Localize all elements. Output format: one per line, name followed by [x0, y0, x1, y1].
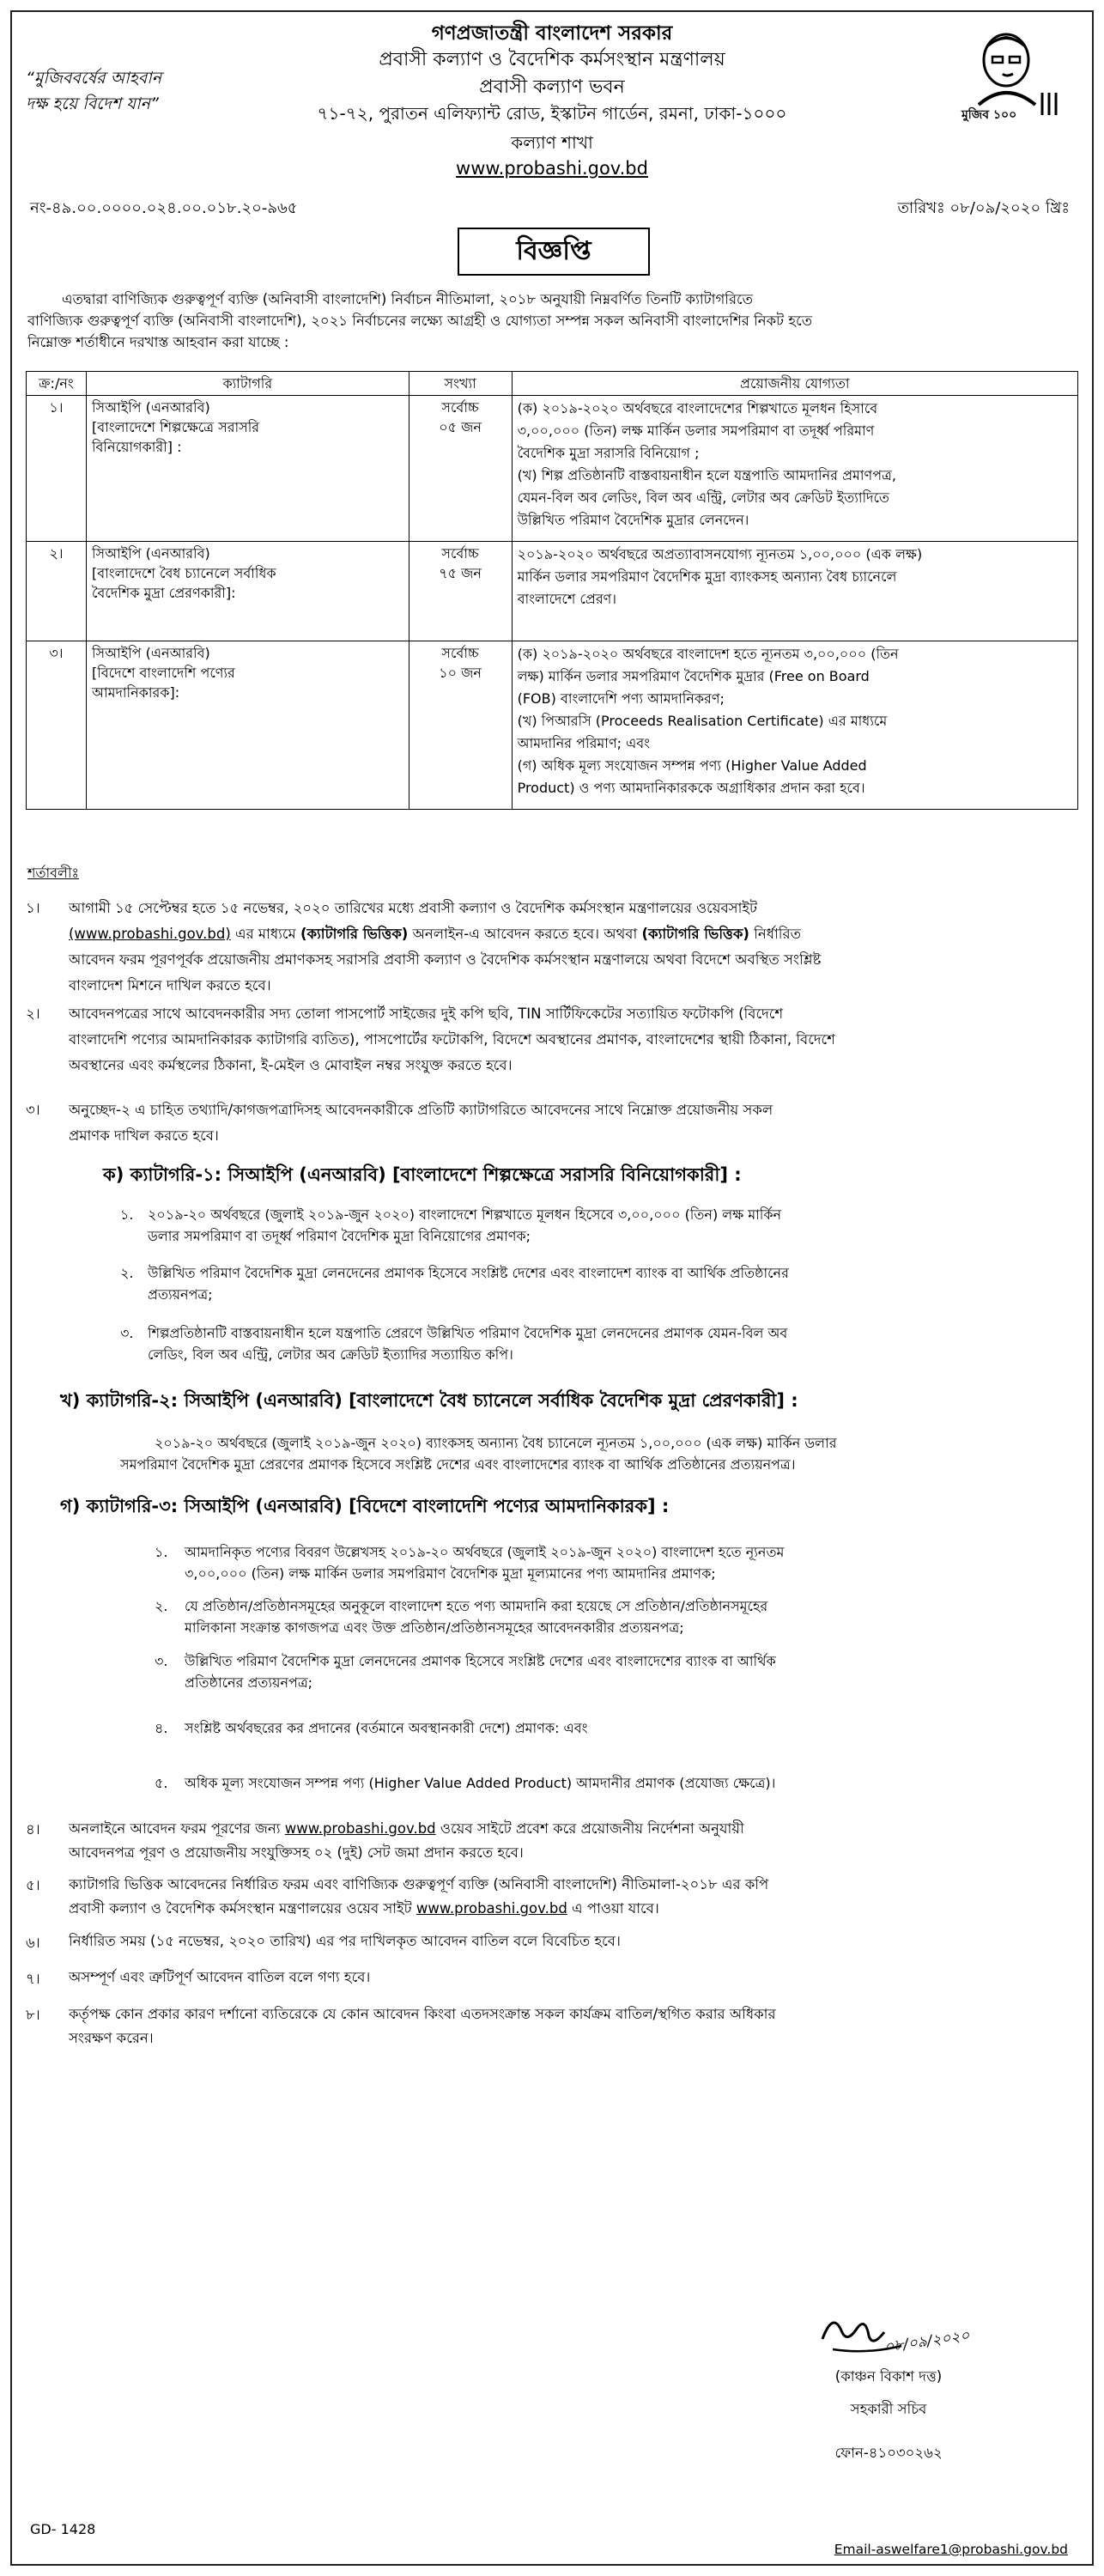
category-3-heading: গ) ক্যাটাগরি-৩: সিআইপি (এনআরবি) [বিদেশে বাংলাদেশি পণ্যের আমদানিকারক] :	[60, 1496, 670, 1516]
qualification-line: মার্কিন ডলার সমপরিমাণ বৈদেশিক মুদ্রা ব্যাংকসহ অন্যান্য বৈধ চ্যানেলে	[517, 568, 897, 585]
list-number: ৫.	[155, 1775, 168, 1791]
condition-1-line: বাংলাদেশ মিশনে দাখিল করতে হবে।	[69, 977, 271, 993]
list-number: ১.	[155, 1544, 168, 1560]
qualification-line: ২০১৯-২০২০ অর্থবছরে অপ্রত্যাবাসনযোগ্য ন্যূনতম ১,০০,০০০ (এক লক্ষ)	[517, 546, 923, 562]
row-serial: ২।	[27, 542, 87, 641]
qualification-line: (গ) অধিক মূল্য সংযোজন সম্পন্ন পণ্য (Higher Value Added	[517, 757, 867, 774]
condition-1-number: ১।	[26, 900, 40, 916]
col-category: ক্যাটাগরি	[86, 372, 409, 396]
qualification-line: (ক) ২০১৯-২০২০ অর্থবছরে বাংলাদেশ হতে ন্যূনতম ৩,০০,০০০ (তিন	[517, 646, 899, 662]
condition-8-line: কর্তৃপক্ষ কোন প্রকার কারণ দর্শানো ব্যতিরেকে যে কোন আবেদন কিংবা এতদসংক্রান্ত সকল কার্যক্রম বাতিল/স্থগিত করার অধিকার	[69, 2006, 776, 2022]
item-line: অধিক মূল্য সংযোজন সম্পন্ন পণ্য (Higher Value Added Product) আমদানীর প্রমাণক (প্রযোজ্য ক্ষেত্রে)।	[185, 1775, 776, 1791]
count-label: সর্বোচ্চ	[441, 399, 479, 416]
qualification-line: (খ) পিআরসি (Proceeds Realisation Certificate) এর মাধ্যমে	[517, 713, 888, 729]
condition-2-number: ২।	[26, 1005, 40, 1022]
gd-number: GD- 1428	[30, 2521, 96, 2537]
condition-4-line	[69, 1817, 1078, 1841]
office-address: ৭১-৭২, পুরাতন এলিফ্যান্ট রোড, ইস্কাটন গার্ডেন, রমনা, ঢাকা-১০০০	[317, 103, 787, 124]
website-link[interactable]: www.probashi.gov.bd	[456, 158, 648, 179]
item-line: ৩,০০,০০০ (তিন) লক্ষ মার্কিন ডলার সমপরিমাণ বৈদেশিক মুদ্রা মূল্যমানের পণ্য আমদানির প্রমাণক;	[185, 1565, 716, 1582]
category-line: [বিদেশে বাংলাদেশি পণ্যের	[91, 665, 235, 681]
handwritten-date: ০৮/০৯/২০২০	[883, 2327, 971, 2356]
branch-name: কল্যাণ শাখা	[511, 132, 593, 153]
count-value: ১০ জন	[439, 665, 482, 681]
category-line: [বাংলাদেশে বৈধ চ্যানেলে সর্বাধিক	[91, 565, 276, 581]
item-line: উল্লিখিত পরিমাণ বৈদেশিক মুদ্রা লেনদেনের প্রমাণক হিসেবে সংশ্লিষ্ট দেশের এবং বাংলাদেশের ব্যাংক বা আর্থিক	[185, 1653, 776, 1669]
row-category	[86, 641, 409, 810]
text-run: প্রবাসী কল্যাণ ও বৈদেশিক কর্মসংস্থান মন্ত্রণালয়ের ওয়েব সাইট	[69, 1900, 416, 1917]
category-3-item	[185, 1595, 1043, 1638]
condition-5-line	[69, 1897, 1078, 1921]
qualification-line: (ক) ২০১৯-২০২০ অর্থবছরে বাংলাদেশের শিল্পখাতে মূলধন হিসাবে	[517, 400, 878, 416]
website-link[interactable]: www.probashi.gov.bd	[284, 1820, 436, 1837]
item-line: যে প্রতিষ্ঠান/প্রতিষ্ঠানসমূহের অনুকূলে বাংলাদেশ হতে পণ্য আমদানি করা হয়েছে সে প্রতিষ্ঠান/প্রতিষ্ঠানসমূহের	[185, 1598, 768, 1614]
list-number: ৩.	[120, 1325, 134, 1341]
qualification-line: বাংলাদেশে প্রেরণ।	[517, 591, 617, 607]
list-number: ২.	[155, 1598, 168, 1614]
row-qualification	[512, 641, 1077, 810]
eligibility-table	[26, 371, 1078, 810]
col-qualification: প্রয়োজনীয় যোগ্যতা	[512, 372, 1077, 396]
condition-6-line: নির্ধারিত সময় (১৫ নভেম্বর, ২০২০ তারিখ) এর পর দাখিলকৃত আবেদন বাতিল বলে বিবেচিত হবে।	[69, 1933, 621, 1949]
row-count	[409, 542, 512, 641]
qualification-line: উল্লিখিত পরিমাণ বৈদেশিক মুদ্রার লেনদেন।	[517, 512, 749, 528]
category-line: বিনিয়োগকারী] :	[91, 439, 182, 455]
condition-2-line: আবেদনপত্রের সাথে আবেদনকারীর সদ্য তোলা পাসপোর্ট সাইজের দুই কপি ছবি, TIN সার্টিফিকেটের সত্যায়িত ফটোকপি (বিদেশে	[69, 1005, 784, 1022]
government-title: গণপ্রজাতন্ত্রী বাংলাদেশ সরকার	[431, 22, 673, 45]
text-run: নির্ধারিত	[749, 926, 801, 942]
category-line: সিআইপি (এনআরবি)	[91, 645, 210, 661]
row-count	[409, 396, 512, 542]
item-line: প্রতিষ্ঠানের প্রত্যয়নপত্র;	[185, 1674, 313, 1691]
condition-2-line: বাংলাদেশি পণ্যের আমদানিকারক ক্যাটাগরি ব্যতিত), পাসপোর্টের ফটোকপি, বিদেশে অবস্থানের প্রমাণক, বাংলাদেশের স্থায়ী ঠিকানা, বিদেশে	[69, 1031, 835, 1048]
notice-date: তারিখঃ ০৮/০৯/২০২০ খ্রিঃ	[897, 199, 1070, 217]
list-number: ১.	[120, 1206, 134, 1223]
condition-6-number: ৬।	[26, 1935, 40, 1951]
table-row	[27, 396, 1078, 542]
list-number: ২.	[120, 1265, 134, 1281]
condition-5-number: ৫।	[26, 1877, 40, 1893]
condition-8-number: ৮।	[26, 2007, 40, 2023]
row-serial: ৩।	[27, 641, 87, 810]
condition-5	[69, 1873, 1078, 1921]
item-line: লেডিং, বিল অব এন্ট্রি, লেটার অব ক্রেডিট ইত্যাদির সত্যায়িত কপি।	[148, 1346, 513, 1363]
category-3-item	[185, 1772, 1043, 1794]
condition-6	[69, 1930, 1078, 1952]
ministry-name: প্রবাসী কল্যাণ ও বৈদেশিক কর্মসংস্থান মন্ত্রণালয়	[379, 49, 725, 70]
item-line: মালিকানা সংক্রান্ত কাগজপত্র এবং উক্ত প্রতিষ্ঠান/প্রতিষ্ঠানসমূহের আবেদনকারীর প্রত্যয়নপত্র;	[185, 1619, 684, 1636]
condition-1-line: আগামী ১৫ সেপ্টেম্বর হতে ১৫ নভেম্বর, ২০২০ তারিখের মধ্যে প্রবাসী কল্যাণ ও বৈদেশিক কর্মসংস্থান মন্ত্রণালয়ের ওয়েবসাইট	[69, 900, 757, 916]
website-link[interactable]: (www.probashi.gov.bd)	[69, 926, 231, 942]
condition-7-line: অসম্পূর্ণ এবং ত্রুটিপূর্ণ আবেদন বাতিল বলে গণ্য হবে।	[69, 1969, 371, 1985]
condition-4	[69, 1817, 1078, 1865]
table-row	[27, 641, 1078, 810]
item-line: প্রত্যয়নপত্র;	[148, 1286, 213, 1303]
category-2-heading: খ) ক্যাটাগরি-২: সিআইপি (এনআরবি) [বাংলাদেশে বৈধ চ্যানেলে সর্বাধিক বৈদেশিক মুদ্রা প্রেরণকারী] :	[60, 1390, 798, 1411]
condition-4-number: ৪।	[26, 1821, 40, 1838]
signer-phone: ফোন-৪১০৩০২৬২	[834, 2445, 943, 2461]
condition-8	[69, 2002, 1078, 2050]
conditions-heading: শর্তাবলীঃ	[27, 865, 80, 881]
text-run: এ পাওয়া যাবে।	[567, 1900, 659, 1917]
count-label: সর্বোচ্চ	[441, 645, 479, 661]
condition-8-line: সংরক্ষণ করেন।	[69, 2030, 154, 2046]
qualification-line: (FOB) বাংলাদেশি পণ্য আমদানিকরণ;	[517, 690, 725, 707]
row-qualification	[512, 396, 1077, 542]
text-run: অনলাইন-এ আবেদন করতে হবে। অথবা	[408, 926, 642, 942]
category-3-item	[185, 1717, 1043, 1739]
list-number: ৩.	[155, 1653, 168, 1669]
condition-5-line: ক্যাটাগরি ভিত্তিক আবেদনের নির্ধারিত ফরম এবং বাণিজ্যিক গুরুত্বপূর্ণ ব্যক্তি (অনিবাসী বাংলাদেশি) নীতিমালা-২০১৮ এর কপি	[69, 1876, 769, 1893]
signer-email[interactable]: Email-aswelfare1@probashi.gov.bd	[834, 2542, 1068, 2557]
text-run: (ক্যাটাগরি ভিত্তিক)	[300, 926, 409, 942]
slogan-line-1: “মুজিববর্ষের আহবান	[26, 69, 162, 88]
count-label: সর্বোচ্চ	[441, 545, 479, 562]
signer-name: (কাঞ্চন বিকাশ দত্ত)	[834, 2368, 943, 2385]
category-3-item	[185, 1541, 1043, 1584]
category-2-body	[120, 1432, 1047, 1475]
signer-designation: সহকারী সচিব	[850, 2401, 927, 2417]
text-run: এর মাধ্যমে	[230, 926, 300, 942]
qualification-line: ৩,০০,০০০ (তিন) লক্ষ মার্কিন ডলার সমপরিমাণ বা তদূর্ধ্ব পরিমাণ	[517, 422, 875, 439]
qualification-line: বৈদেশিক মুদ্রা সরাসরি বিনিয়োগ ;	[517, 445, 700, 461]
row-qualification	[512, 542, 1077, 641]
qualification-line: লক্ষ) মার্কিন ডলার সমপরিমাণ বৈদেশিক মুদ্রার (Free on Board	[517, 668, 870, 684]
item-line: উল্লিখিত পরিমাণ বৈদেশিক মুদ্রা লেনদেনের প্রমাণক হিসেবে সংশ্লিষ্ট দেশের এবং বাংলাদেশ ব্যাংক বা আর্থিক প্রতিষ্ঠানের	[148, 1265, 789, 1281]
condition-2	[69, 1001, 1078, 1078]
intro-line-2: বাণিজ্যিক গুরুত্বপূর্ণ ব্যক্তি (অনিবাসী বাংলাদেশি), ২০২১ নির্বাচনের লক্ষ্যে আগ্রহী ও যোগ্যতা সম্পন্ন সকল অনিবাসী বাংলাদেশির নিকট হতে	[27, 313, 813, 329]
category-1-item	[148, 1204, 1049, 1247]
condition-4-line: আবেদনপত্র পূরণ ও প্রয়োজনীয় সংযুক্তিসহ ০২ (দুই) সেট জমা প্রদান করতে হবে।	[69, 1844, 524, 1861]
condition-3-line: প্রমাণক দাখিল করতে হবে।	[69, 1127, 219, 1144]
category-1-item	[148, 1262, 1049, 1305]
count-value: ৭৫ জন	[439, 565, 482, 581]
text-run: (ক্যাটাগরি ভিত্তিক)	[641, 926, 749, 942]
notice-title: বিজ্ঞপ্তি	[458, 228, 650, 276]
qualification-line: আমদানির পরিমাণ; এবং	[517, 735, 651, 751]
item-line: সংশ্লিষ্ট অর্থবছরের কর প্রদানের (বর্তমানে অবস্থানকারী দেশে) প্রমাণক: এবং	[185, 1720, 588, 1736]
category-line: [বাংলাদেশে শিল্পক্ষেত্রে সরাসরি	[91, 419, 260, 435]
category-1-item	[148, 1322, 1049, 1365]
slogan-line-2: দক্ষ হয়ে বিদেশ যান”	[26, 94, 159, 113]
condition-7	[69, 1966, 1078, 1988]
condition-7-number: ৭।	[26, 1971, 40, 1987]
emblem-text: মুজিব ১০০	[961, 108, 1017, 122]
col-count: সংখ্যা	[409, 372, 512, 396]
item-line: ডলার সমপরিমাণ বা তদূর্ধ্ব পরিমাণ বৈদেশিক মুদ্রা বিনিয়োগের প্রমাণক;	[148, 1228, 531, 1244]
item-line: ২০১৯-২০ অর্থবছরে (জুলাই ২০১৯-জুন ২০২০) ব্যাংকসহ অন্যান্য বৈধ চ্যানেলে ন্যূনতম ১,০০,০০০ (এক লক্ষ) মার্কিন ডলার	[155, 1435, 837, 1451]
category-line: বৈদেশিক মুদ্রা প্রেরণকারী]:	[91, 585, 236, 601]
condition-2-line: অবস্থানের এবং কর্মস্থলের ঠিকানা, ই-মেইল ও মোবাইল নম্বর সংযুক্ত করতে হবে।	[69, 1057, 513, 1073]
count-value: ০৫ জন	[439, 419, 482, 435]
building-name: প্রবাসী কল্যাণ ভবন	[479, 76, 625, 98]
reference-number: নং-৪৯.০০.০০০০.০২৪.০০.০১৮.২০-৯৬৫	[30, 199, 298, 217]
row-category	[86, 542, 409, 641]
condition-1-line: আবেদন ফরম পূরণপূর্বক প্রয়োজনীয় প্রমাণকসহ সরাসরি প্রবাসী কল্যাণ ও বৈদেশিক কর্মসংস্থান মন্ত্রণালয়ে অথবা বিদেশে অবস্থিত সংশ্লিষ্ট	[69, 951, 822, 968]
list-number: ৪.	[155, 1720, 168, 1736]
intro-paragraph	[27, 289, 1077, 353]
table-row	[27, 542, 1078, 641]
table-header-row	[27, 372, 1078, 396]
text-run: অনলাইনে আবেদন ফরম পূরণের জন্য	[69, 1820, 285, 1837]
row-category	[86, 396, 409, 542]
col-serial: ক্র:/নং	[27, 372, 87, 396]
category-3-item	[185, 1650, 1043, 1693]
text-run: ওয়েব সাইটে প্রবেশ করে প্রয়োজনীয় নির্দেশনা অনুযায়ী	[435, 1820, 744, 1837]
intro-line-1: এতদ্বারা বাণিজ্যিক গুরুত্বপূর্ণ ব্যক্তি (অনিবাসী বাংলাদেশি) নির্বাচন নীতিমালা, ২০১৮ অনুযায়ী নিম্নবর্ণিত তিনটি ক্যাটাগরিতে	[62, 291, 754, 307]
condition-3-line: অনুচ্ছেদ-২ এ চাহিত তথ্যাদি/কাগজপত্রাদিসহ আবেদনকারীকে প্রতিটি ক্যাটাগরিতে আবেদনের সাথে নিম্নোক্ত প্রয়োজনীয় সকল	[69, 1102, 773, 1118]
condition-1-line	[69, 921, 1078, 947]
condition-3	[69, 1097, 1078, 1149]
item-line: শিল্পপ্রতিষ্ঠানটি বাস্তবায়নাধীন হলে যন্ত্রপাতি প্রেরণে উল্লিখিত পরিমাণ বৈদেশিক মুদ্রা লেনদেনের প্রমাণক যেমন-বিল অব	[148, 1325, 788, 1341]
intro-line-3: নিম্নোক্ত শর্তাধীনে দরখাস্ত আহবান করা যাচ্ছে :	[27, 334, 289, 350]
row-count	[409, 641, 512, 810]
qualification-line: Product) ও পণ্য আমদানিকারককে অগ্রাধিকার প্রদান করা হবে।	[517, 780, 865, 796]
item-line: সমপরিমাণ বৈদেশিক মুদ্রা প্রেরণের প্রমাণক হিসেবে সংশ্লিষ্ট দেশের এবং বাংলাদেশের ব্যাংক বা আর্থিক প্রতিষ্ঠানের প্রত্যয়নপত্র।	[120, 1456, 796, 1473]
category-1-heading: ক) ক্যাটাগরি-১: সিআইপি (এনআরবি) [বাংলাদেশে শিল্পক্ষেত্রে সরাসরি বিনিয়োগকারী] :	[103, 1164, 742, 1185]
item-line: ২০১৯-২০ অর্থবছরে (জুলাই ২০১৯-জুন ২০২০) বাংলাদেশে শিল্পখাতে মূলধন হিসেবে ৩,০০,০০০ (তিন) লক্ষ মার্কিন	[148, 1206, 782, 1223]
item-line: আমদানিকৃত পণ্যের বিবরণ উল্লেখসহ ২০১৯-২০ অর্থবছরে (জুলাই ২০১৯-জুন ২০২০) বাংলাদেশ হতে ন্যূনতম	[185, 1544, 785, 1560]
row-serial: ১।	[27, 396, 87, 542]
category-line: সিআইপি (এনআরবি)	[91, 545, 210, 562]
qualification-line: (খ) শিল্প প্রতিষ্ঠানটি বাস্তবায়নাধীন হলে যন্ত্রপাতি আমদানির প্রমাণপত্র,	[517, 467, 896, 483]
category-line: সিআইপি (এনআরবি)	[91, 399, 210, 416]
mujib-100-logo	[953, 19, 1082, 126]
category-line: আমদানিকারক]:	[91, 684, 180, 701]
condition-1	[69, 896, 1078, 999]
website-link[interactable]: www.probashi.gov.bd	[416, 1900, 567, 1917]
qualification-line: যেমন-বিল অব লেডিং, বিল অব এন্ট্রি, লেটার অব ক্রেডিট ইত্যাদিতে	[517, 489, 889, 506]
condition-3-number: ৩।	[26, 1102, 40, 1118]
